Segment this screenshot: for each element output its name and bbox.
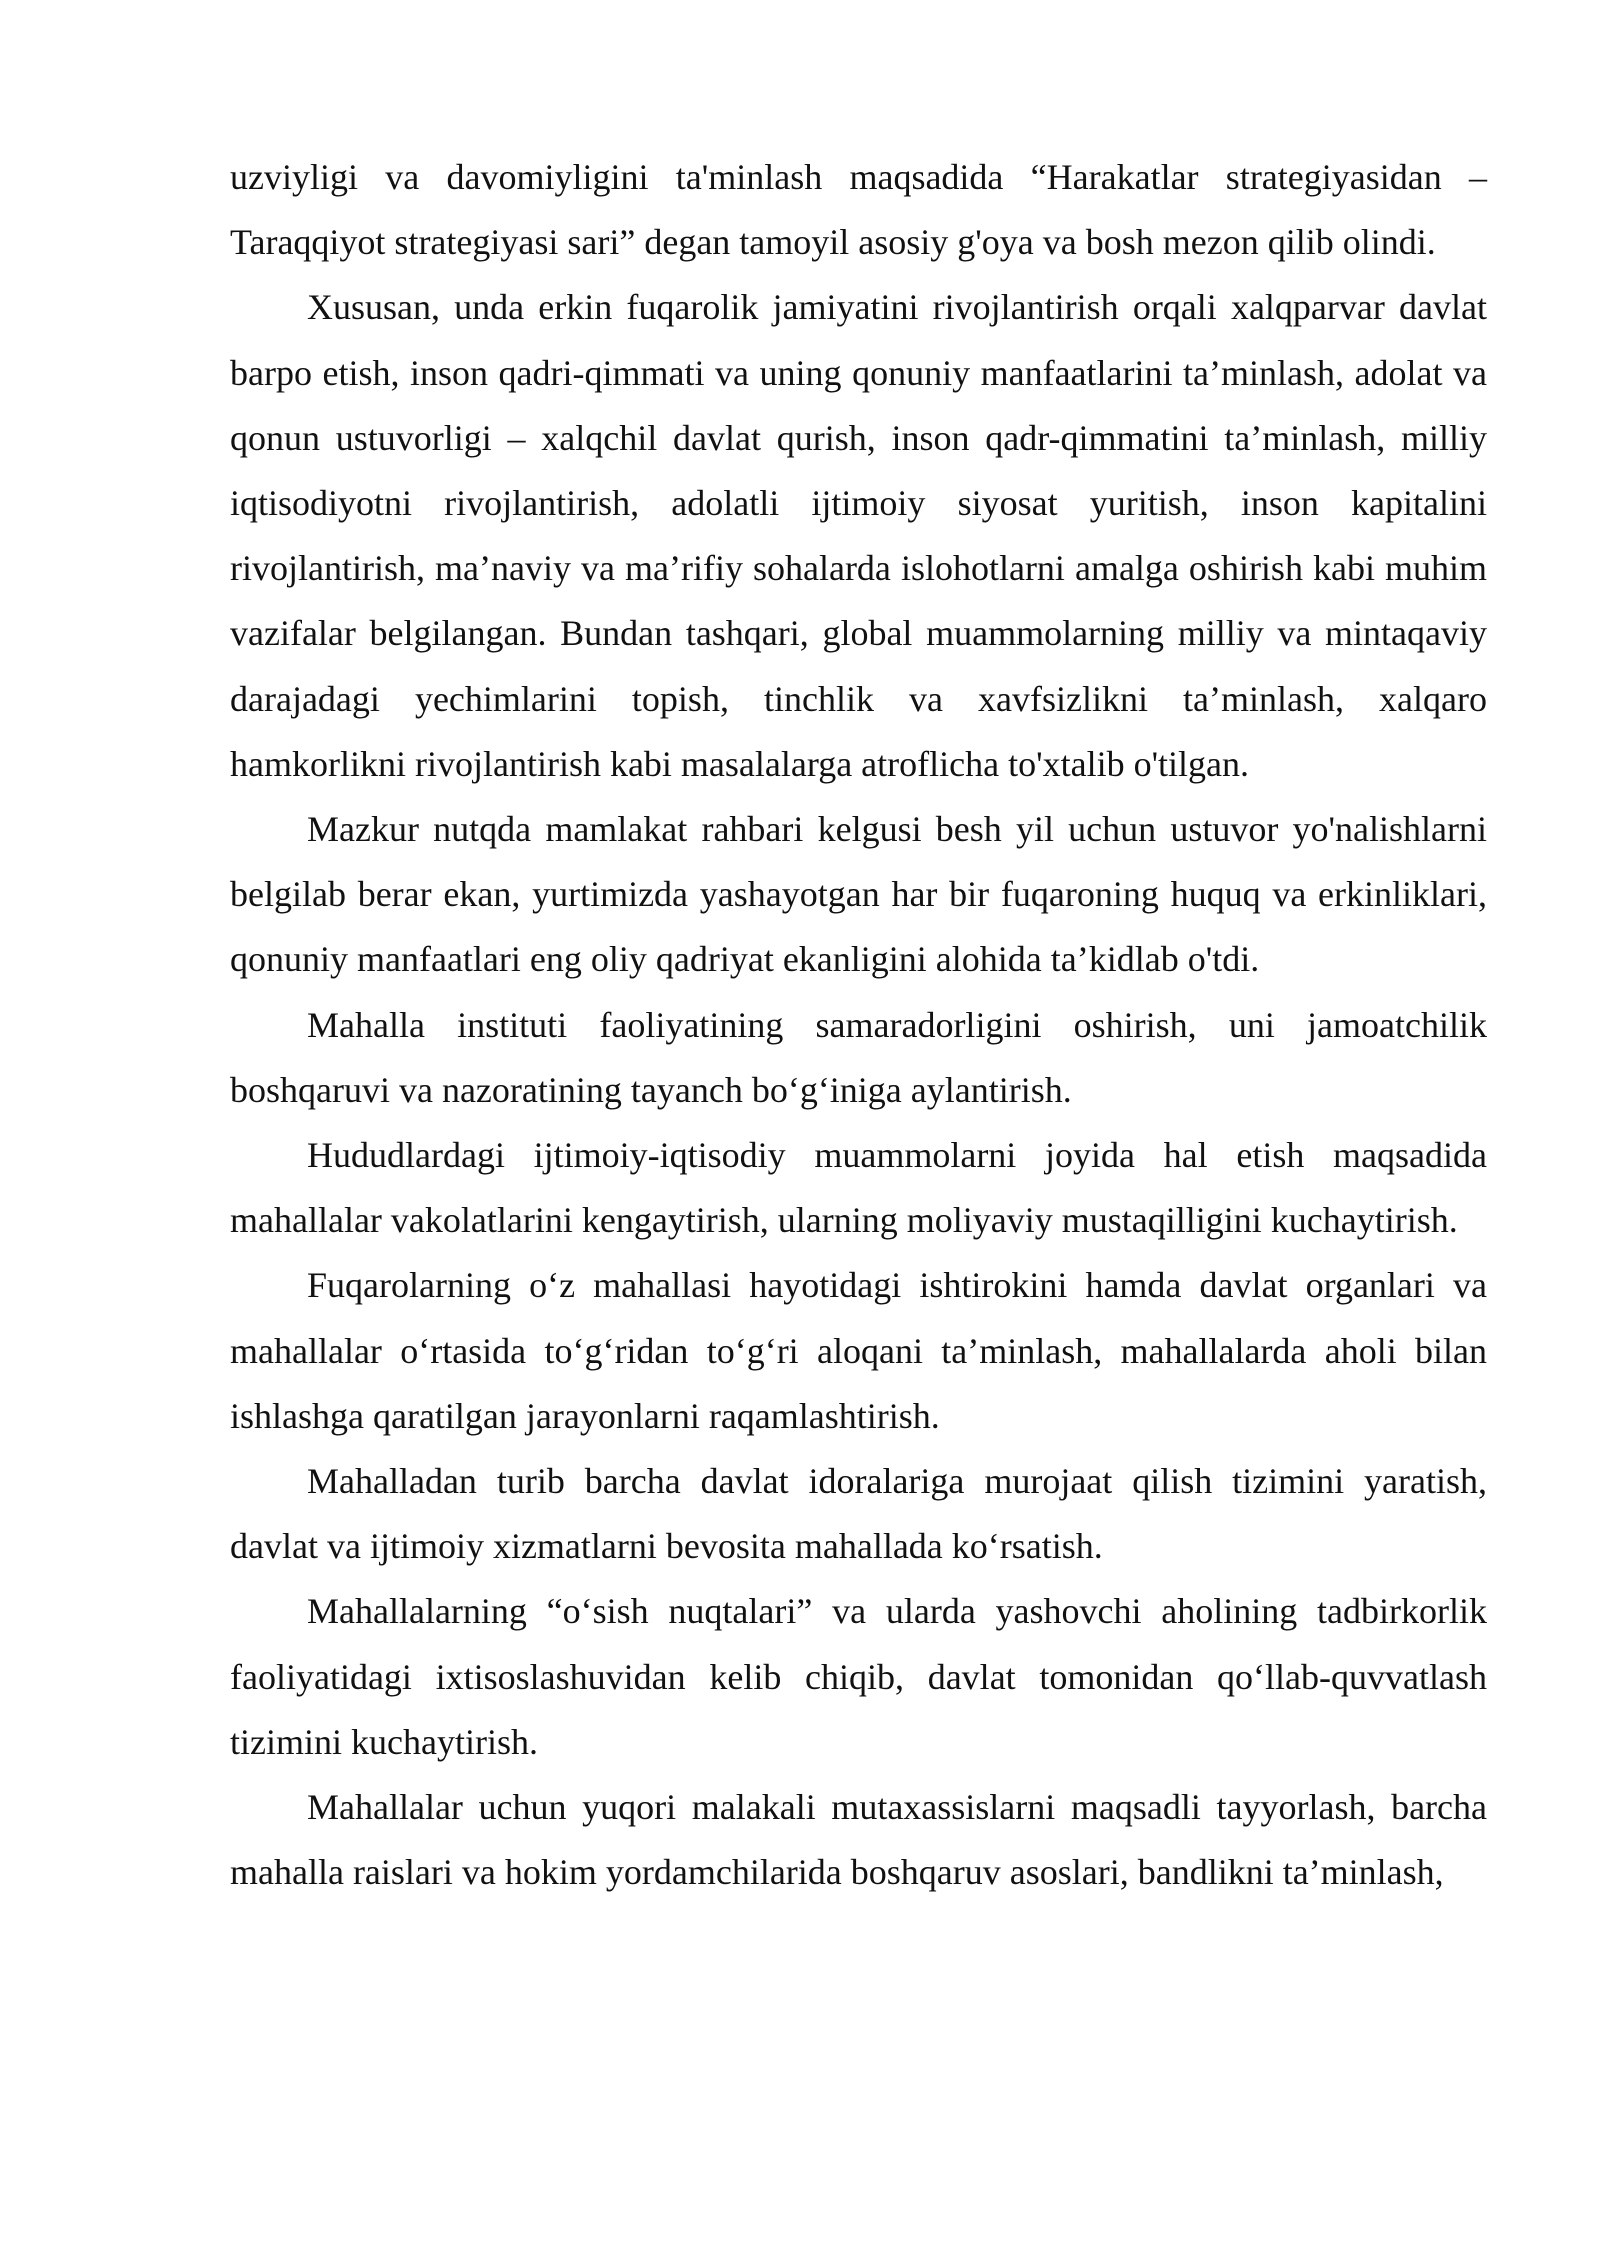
paragraph-hududlardagi: Hududlardagi ijtimoiy-iqtisodiy muammolarni joyida hal etish maqsadida mahallalar vakolatlarini kengaytirish, ularning moliyaviy mustaqilligini kuchaytirish. xyxy=(230,1135,1487,1241)
paragraph-mazkur-nutqda: Mazkur nutqda mamlakat rahbari kelgusi besh yil uchun ustuvor yo'nalishlarni belgilab berar ekan, yurtimizda yashayotgan har bir fuqaroning huquq va erkinliklari, qonuniy manfaatlari eng oliy qadriyat ekanligini alohida ta’kidlab o'tdi. xyxy=(230,809,1487,980)
paragraph-mahalla-instituti: Mahalla instituti faoliyatining samaradorligini oshirish, uni jamoatchilik boshqaruvi va nazoratining tayanch bo‘g‘iniga aylantirish. xyxy=(230,1004,1487,1110)
document-page xyxy=(230,145,1487,1905)
paragraph-mahallalar-uchun: Mahallalar uchun yuqori malakali mutaxassislarni maqsadli tayyorlash, barcha mahalla raislari va hokim yordamchilarida boshqaruv asoslari, bandlikni ta’minlash, xyxy=(230,1787,1487,1893)
paragraph-xususan: Xususan, unda erkin fuqarolik jamiyatini rivojlantirish orqali xalqparvar davlat barpo etish, inson qadri-qimmati va uning qonuniy manfaatlarini ta’minlash, adolat va qonun ustuvorligi – xalqchil davlat qurish, inson qadr-qimmatini ta’minlash, milliy iqtisodiyotni rivojlantirish, adolatli ijtimoiy siyosat yuritish, inson kapitalini rivojlantirish, ma’naviy va ma’rifiy sohalarda islohotlarni amalga oshirish kabi muhim vazifalar belgilangan. Bundan tashqari, global muammolarning milliy va mintaqaviy darajadagi yechimlarini topish, tinchlik va xavfsizlikni ta’minlash, xalqaro hamkorlikni rivojlantirish kabi masalalarga atroflicha to'xtalib o'tilgan. xyxy=(230,287,1487,784)
paragraph-continuation: uzviyligi va davomiyligini ta'minlash maqsadida “Harakatlar strategiyasidan – Taraqqiyot strategiyasi sari” degan tamoyil asosiy g'oya va bosh mezon qilib olindi. xyxy=(230,157,1487,263)
paragraph-mahalladan-turib: Mahalladan turib barcha davlat idoralariga murojaat qilish tizimini yaratish, davlat va ijtimoiy xizmatlarni bevosita mahallada ko‘rsatish. xyxy=(230,1461,1487,1567)
paragraph-mahallalarning: Mahallalarning “o‘sish nuqtalari” va ularda yashovchi aholining tadbirkorlik faoliyatidagi ixtisoslashuvidan kelib chiqib, davlat tomonidan qo‘llab-quvvatlash tizimini kuchaytirish. xyxy=(230,1591,1487,1762)
paragraph-fuqarolarning: Fuqarolarning o‘z mahallasi hayotidagi ishtirokini hamda davlat organlari va mahallalar o‘rtasida to‘g‘ridan to‘g‘ri aloqani ta’minlash, mahallalarda aholi bilan ishlashga qaratilgan jarayonlarni raqamlashtirish. xyxy=(230,1265,1487,1436)
